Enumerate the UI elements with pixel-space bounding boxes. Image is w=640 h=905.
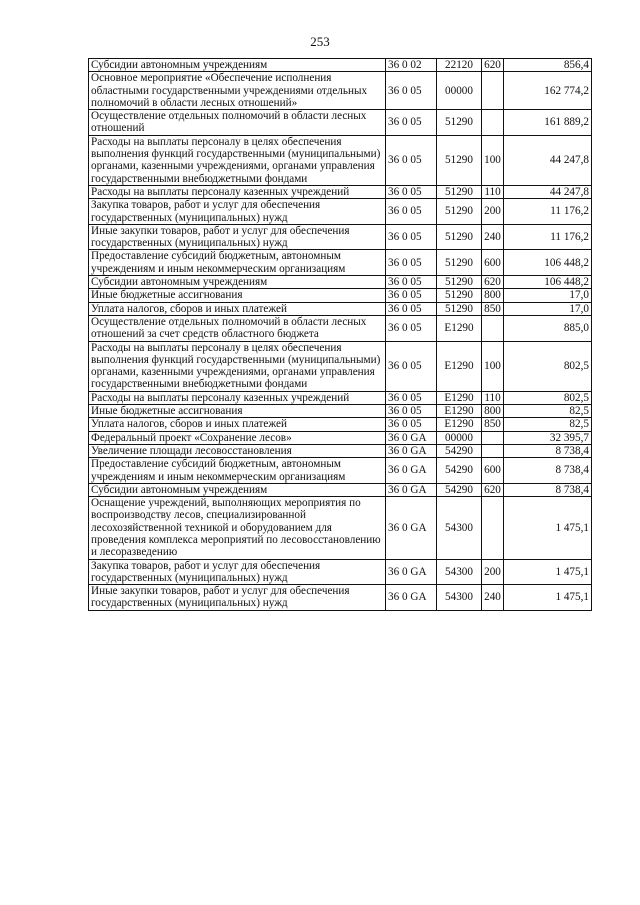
amount-cell: 8 738,4 xyxy=(504,483,592,496)
row-name-cell: Осуществление отдельных полномочий в области лесных отношений xyxy=(89,110,386,136)
budget-table-body xyxy=(89,59,592,611)
direction-code-cell: 00000 xyxy=(437,72,482,110)
row-name-cell: Расходы на выплаты персоналу в целях обеспечения выполнения функций государственными (муниципальными) органами, казенными учреждениями, органами управления государственными внебюджетными фондами xyxy=(89,341,386,391)
direction-code-cell: 51290 xyxy=(437,135,482,185)
program-code-cell: 36 0 05 xyxy=(386,199,437,225)
budget-table xyxy=(88,58,592,611)
table-row xyxy=(89,135,592,185)
row-name-cell: Иные бюджетные ассигнования xyxy=(89,405,386,418)
expense-type-cell xyxy=(482,431,504,444)
expense-type-cell: 200 xyxy=(482,559,504,585)
table-row xyxy=(89,185,592,198)
expense-type-cell xyxy=(482,72,504,110)
amount-cell: 802,5 xyxy=(504,391,592,404)
table-row xyxy=(89,199,592,225)
table-row xyxy=(89,418,592,431)
amount-cell: 1 475,1 xyxy=(504,559,592,585)
amount-cell: 82,5 xyxy=(504,405,592,418)
table-row xyxy=(89,497,592,559)
row-name-cell: Предоставление субсидий бюджетным, автономным учреждениям и иным некоммерческим организациям xyxy=(89,250,386,276)
program-code-cell: 36 0 05 xyxy=(386,276,437,289)
direction-code-cell: 00000 xyxy=(437,431,482,444)
program-code-cell: 36 0 GA xyxy=(386,585,437,611)
expense-type-cell: 600 xyxy=(482,250,504,276)
amount-cell: 162 774,2 xyxy=(504,72,592,110)
table-row xyxy=(89,431,592,444)
expense-type-cell xyxy=(482,444,504,457)
row-name-cell: Закупка товаров, работ и услуг для обеспечения государственных (муниципальных) нужд xyxy=(89,559,386,585)
program-code-cell: 36 0 05 xyxy=(386,341,437,391)
expense-type-cell: 800 xyxy=(482,289,504,302)
table-row xyxy=(89,391,592,404)
amount-cell: 11 176,2 xyxy=(504,199,592,225)
program-code-cell: 36 0 05 xyxy=(386,224,437,250)
expense-type-cell xyxy=(482,497,504,559)
program-code-cell: 36 0 05 xyxy=(386,289,437,302)
table-row xyxy=(89,405,592,418)
expense-type-cell: 800 xyxy=(482,405,504,418)
direction-code-cell: 51290 xyxy=(437,302,482,315)
amount-cell: 1 475,1 xyxy=(504,585,592,611)
row-name-cell: Субсидии автономным учреждениям xyxy=(89,59,386,72)
table-row xyxy=(89,444,592,457)
program-code-cell: 36 0 GA xyxy=(386,458,437,484)
amount-cell: 106 448,2 xyxy=(504,250,592,276)
row-name-cell: Основное мероприятие «Обеспечение исполнения областными государственными учреждениями отдельных полномочий в области лесных отношений» xyxy=(89,72,386,110)
row-name-cell: Иные бюджетные ассигнования xyxy=(89,289,386,302)
amount-cell: 106 448,2 xyxy=(504,276,592,289)
program-code-cell: 36 0 05 xyxy=(386,110,437,136)
direction-code-cell: 51290 xyxy=(437,250,482,276)
program-code-cell: 36 0 05 xyxy=(386,418,437,431)
direction-code-cell: E1290 xyxy=(437,418,482,431)
amount-cell: 44 247,8 xyxy=(504,185,592,198)
expense-type-cell: 100 xyxy=(482,135,504,185)
direction-code-cell: 54300 xyxy=(437,585,482,611)
amount-cell: 32 395,7 xyxy=(504,431,592,444)
row-name-cell: Увеличение площади лесовосстановления xyxy=(89,444,386,457)
expense-type-cell: 600 xyxy=(482,458,504,484)
direction-code-cell: E1290 xyxy=(437,405,482,418)
program-code-cell: 36 0 GA xyxy=(386,483,437,496)
program-code-cell: 36 0 GA xyxy=(386,497,437,559)
row-name-cell: Уплата налогов, сборов и иных платежей xyxy=(89,418,386,431)
direction-code-cell: 51290 xyxy=(437,199,482,225)
expense-type-cell xyxy=(482,315,504,341)
row-name-cell: Закупка товаров, работ и услуг для обеспечения государственных (муниципальных) нужд xyxy=(89,199,386,225)
amount-cell: 885,0 xyxy=(504,315,592,341)
row-name-cell: Расходы на выплаты персоналу в целях обеспечения выполнения функций государственными (муниципальными) органами, казенными учреждениями, органами управления государственными внебюджетными фондами xyxy=(89,135,386,185)
expense-type-cell: 240 xyxy=(482,224,504,250)
table-row xyxy=(89,59,592,72)
table-row xyxy=(89,276,592,289)
amount-cell: 17,0 xyxy=(504,289,592,302)
expense-type-cell: 850 xyxy=(482,418,504,431)
program-code-cell: 36 0 05 xyxy=(386,391,437,404)
row-name-cell: Расходы на выплаты персоналу казенных учреждений xyxy=(89,391,386,404)
table-row xyxy=(89,110,592,136)
amount-cell: 8 738,4 xyxy=(504,458,592,484)
direction-code-cell: 51290 xyxy=(437,110,482,136)
table-row xyxy=(89,250,592,276)
table-row xyxy=(89,559,592,585)
direction-code-cell: E1290 xyxy=(437,341,482,391)
amount-cell: 82,5 xyxy=(504,418,592,431)
row-name-cell: Субсидии автономным учреждениям xyxy=(89,483,386,496)
row-name-cell: Оснащение учреждений, выполняющих мероприятия по воспроизводству лесов, специализированной лесохозяйственной техникой и оборудованием для проведения комплекса мероприятий по лесовосстановлению и лесоразведению xyxy=(89,497,386,559)
amount-cell: 44 247,8 xyxy=(504,135,592,185)
direction-code-cell: 22120 xyxy=(437,59,482,72)
direction-code-cell: 51290 xyxy=(437,185,482,198)
direction-code-cell: 54290 xyxy=(437,458,482,484)
expense-type-cell: 110 xyxy=(482,391,504,404)
table-row xyxy=(89,289,592,302)
program-code-cell: 36 0 05 xyxy=(386,315,437,341)
program-code-cell: 36 0 05 xyxy=(386,250,437,276)
amount-cell: 161 889,2 xyxy=(504,110,592,136)
table-row xyxy=(89,341,592,391)
expense-type-cell: 620 xyxy=(482,483,504,496)
row-name-cell: Уплата налогов, сборов и иных платежей xyxy=(89,302,386,315)
amount-cell: 802,5 xyxy=(504,341,592,391)
program-code-cell: 36 0 GA xyxy=(386,559,437,585)
expense-type-cell: 850 xyxy=(482,302,504,315)
amount-cell: 17,0 xyxy=(504,302,592,315)
table-row xyxy=(89,458,592,484)
program-code-cell: 36 0 05 xyxy=(386,302,437,315)
amount-cell: 1 475,1 xyxy=(504,497,592,559)
row-name-cell: Предоставление субсидий бюджетным, автономным учреждениям и иным некоммерческим организациям xyxy=(89,458,386,484)
direction-code-cell: 51290 xyxy=(437,289,482,302)
row-name-cell: Федеральный проект «Сохранение лесов» xyxy=(89,431,386,444)
table-row xyxy=(89,72,592,110)
table-row xyxy=(89,302,592,315)
program-code-cell: 36 0 GA xyxy=(386,444,437,457)
expense-type-cell: 200 xyxy=(482,199,504,225)
program-code-cell: 36 0 05 xyxy=(386,185,437,198)
expense-type-cell: 620 xyxy=(482,276,504,289)
row-name-cell: Иные закупки товаров, работ и услуг для обеспечения государственных (муниципальных) нужд xyxy=(89,224,386,250)
amount-cell: 856,4 xyxy=(504,59,592,72)
expense-type-cell: 620 xyxy=(482,59,504,72)
direction-code-cell: 51290 xyxy=(437,224,482,250)
expense-type-cell: 240 xyxy=(482,585,504,611)
page-number: 253 xyxy=(310,34,330,49)
table-row xyxy=(89,224,592,250)
program-code-cell: 36 0 05 xyxy=(386,72,437,110)
direction-code-cell: 54300 xyxy=(437,497,482,559)
row-name-cell: Субсидии автономным учреждениям xyxy=(89,276,386,289)
program-code-cell: 36 0 05 xyxy=(386,135,437,185)
expense-type-cell: 110 xyxy=(482,185,504,198)
direction-code-cell: 54300 xyxy=(437,559,482,585)
direction-code-cell: E1290 xyxy=(437,315,482,341)
expense-type-cell: 100 xyxy=(482,341,504,391)
row-name-cell: Иные закупки товаров, работ и услуг для обеспечения государственных (муниципальных) нужд xyxy=(89,585,386,611)
direction-code-cell: E1290 xyxy=(437,391,482,404)
table-row xyxy=(89,315,592,341)
row-name-cell: Расходы на выплаты персоналу казенных учреждений xyxy=(89,185,386,198)
program-code-cell: 36 0 05 xyxy=(386,405,437,418)
expense-type-cell xyxy=(482,110,504,136)
row-name-cell: Осуществление отдельных полномочий в области лесных отношений за счет средств областного бюджета xyxy=(89,315,386,341)
direction-code-cell: 54290 xyxy=(437,483,482,496)
direction-code-cell: 51290 xyxy=(437,276,482,289)
program-code-cell: 36 0 02 xyxy=(386,59,437,72)
direction-code-cell: 54290 xyxy=(437,444,482,457)
table-row xyxy=(89,483,592,496)
table-row xyxy=(89,585,592,611)
program-code-cell: 36 0 GA xyxy=(386,431,437,444)
amount-cell: 11 176,2 xyxy=(504,224,592,250)
amount-cell: 8 738,4 xyxy=(504,444,592,457)
